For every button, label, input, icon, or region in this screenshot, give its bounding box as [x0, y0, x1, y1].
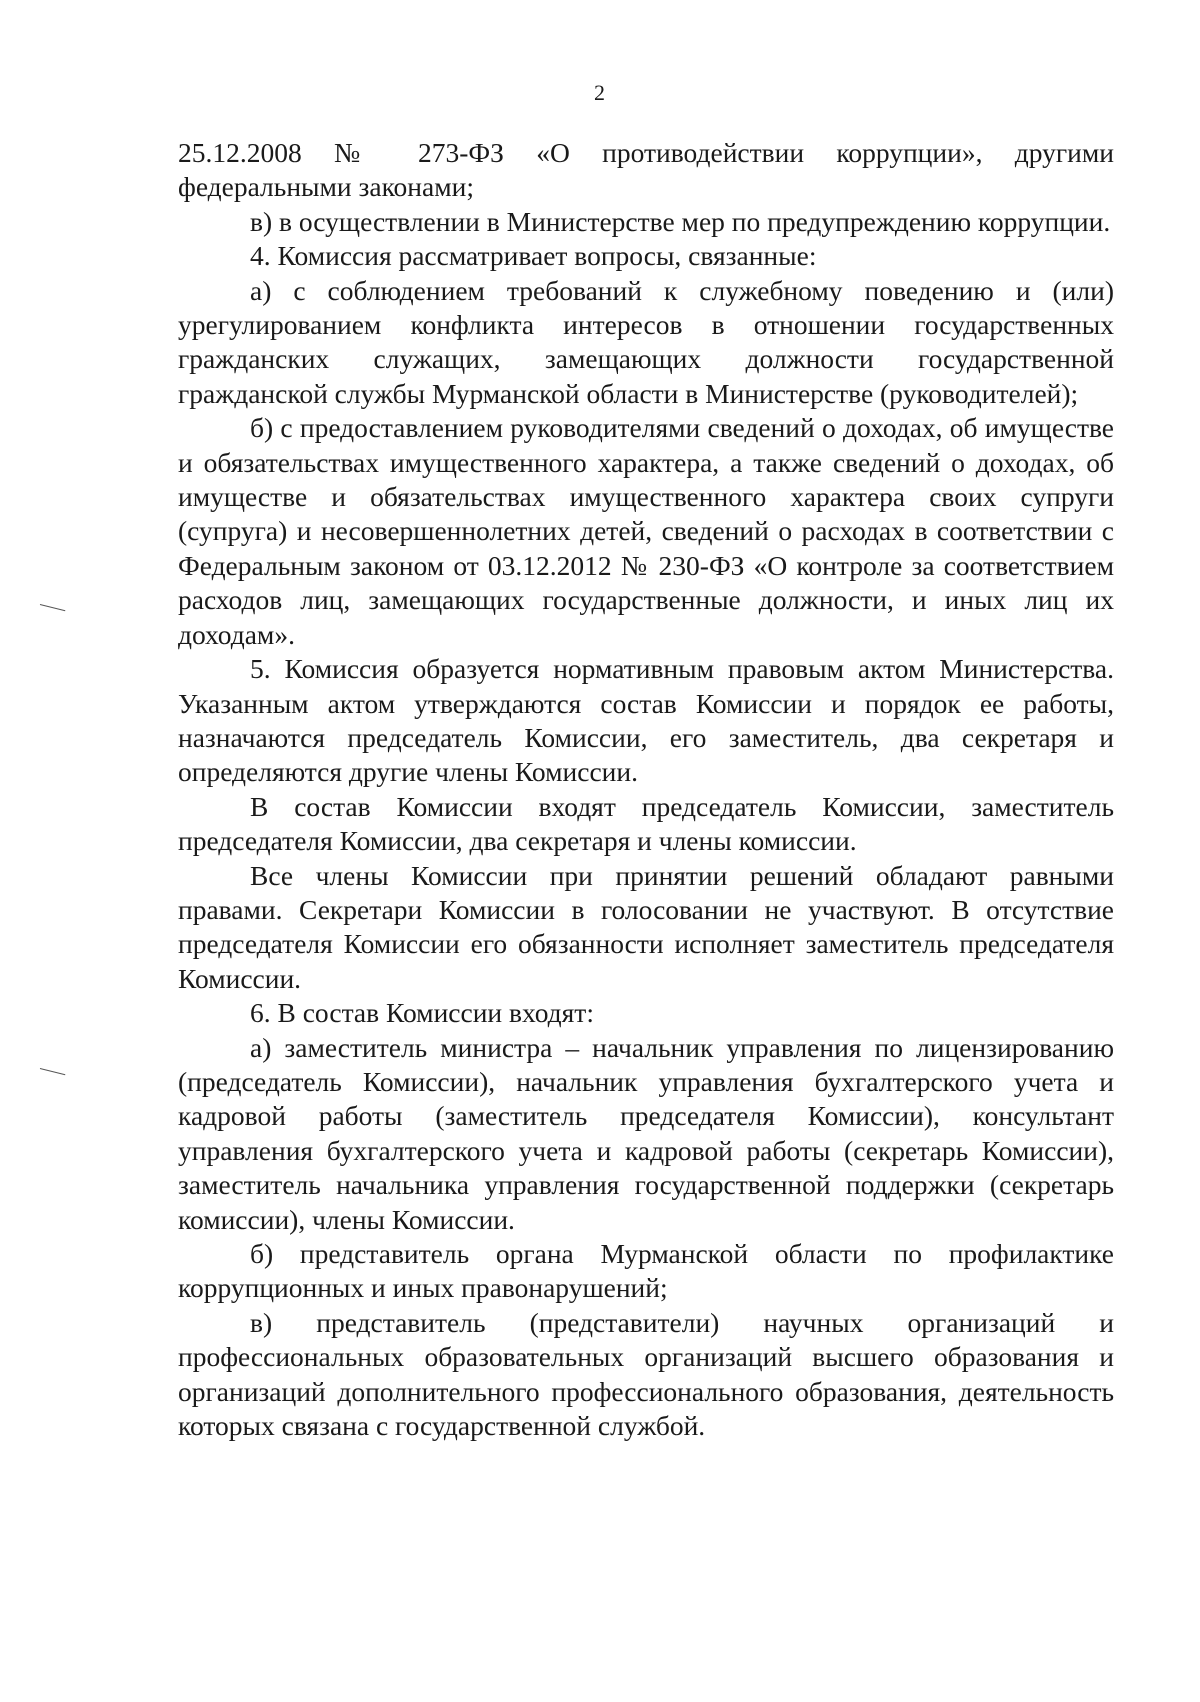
paragraph-law-reference-continuation: 25.12.2008 № 273-ФЗ «О противодействии коррупции», другими федеральными законами;	[178, 137, 1114, 203]
paragraph-section-6-item-v: в) представитель (представители) научных организаций и профессиональных образовательных организаций высшего образования и организаций дополнительного профессионального образования, деятельность которых связана с государственной службой.	[178, 1306, 1114, 1442]
paragraph-item-v-prevention: в) в осуществлении в Министерстве мер по предупреждению коррупции.	[250, 205, 1111, 237]
scan-artifact-mark	[40, 1068, 65, 1075]
paragraph-section-6: 6. В состав Комиссии входят:	[250, 997, 594, 1029]
paragraph-section-5: 5. Комиссия образуется нормативным правовым актом Министерства. Указанным актом утверждаются состав Комиссии и порядок ее работы, назначаются председатель Комиссии, его заместитель, два секретаря и определяются другие члены Комиссии.	[178, 653, 1114, 788]
paragraph-section-4: 4. Комиссия рассматривает вопросы, связанные:	[250, 240, 817, 272]
paragraph-section-5-composition: В состав Комиссии входят председатель Комиссии, заместитель председателя Комиссии, два секретаря и члены комиссии.	[178, 790, 1114, 857]
paragraph-section-6-item-a: а) заместитель министра – начальник управления по лицензированию (председатель Комиссии), начальник управления бухгалтерского учета и кадровой работы (заместитель председателя Комиссии), консультант управления бухгалтерского учета и кадровой работы (секретарь Комиссии), заместитель начальника управления государственной поддержки (секретарь комиссии), члены Комиссии.	[178, 1031, 1114, 1235]
scan-artifact-mark	[40, 604, 65, 611]
document-body	[178, 136, 1114, 1443]
page-number: 2	[594, 80, 606, 105]
paragraph-section-5-voting: Все члены Комиссии при принятии решений обладают равными правами. Секретари Комиссии в голосовании не участвуют. В отсутствие председателя Комиссии его обязанности исполняет заместитель председателя Комиссии.	[178, 859, 1114, 994]
paragraph-section-4-item-b: б) с предоставлением руководителями сведений о доходах, об имуществе и обязательствах имущественного характера, а также сведений о доходах, об имуществе и обязательствах имущественного характера своих супруги (супруга) и несовершеннолетних детей, сведений о расходах в соответствии с Федеральным законом от 03.12.2012 № 230-ФЗ «О контроле за соответствием расходов лиц, замещающих государственные должности, и иных лиц их доходам».	[178, 412, 1114, 650]
paragraph-section-6-item-b: б) представитель органа Мурманской области по профилактике коррупционных и иных правонарушений;	[178, 1238, 1114, 1304]
paragraph-section-4-item-a: а) с соблюдением требований к служебному поведению и (или) урегулированием конфликта интересов в отношении государственных гражданских служащих, замещающих должности государственной гражданской службы Мурманской области в Министерстве (руководителей);	[178, 274, 1114, 409]
